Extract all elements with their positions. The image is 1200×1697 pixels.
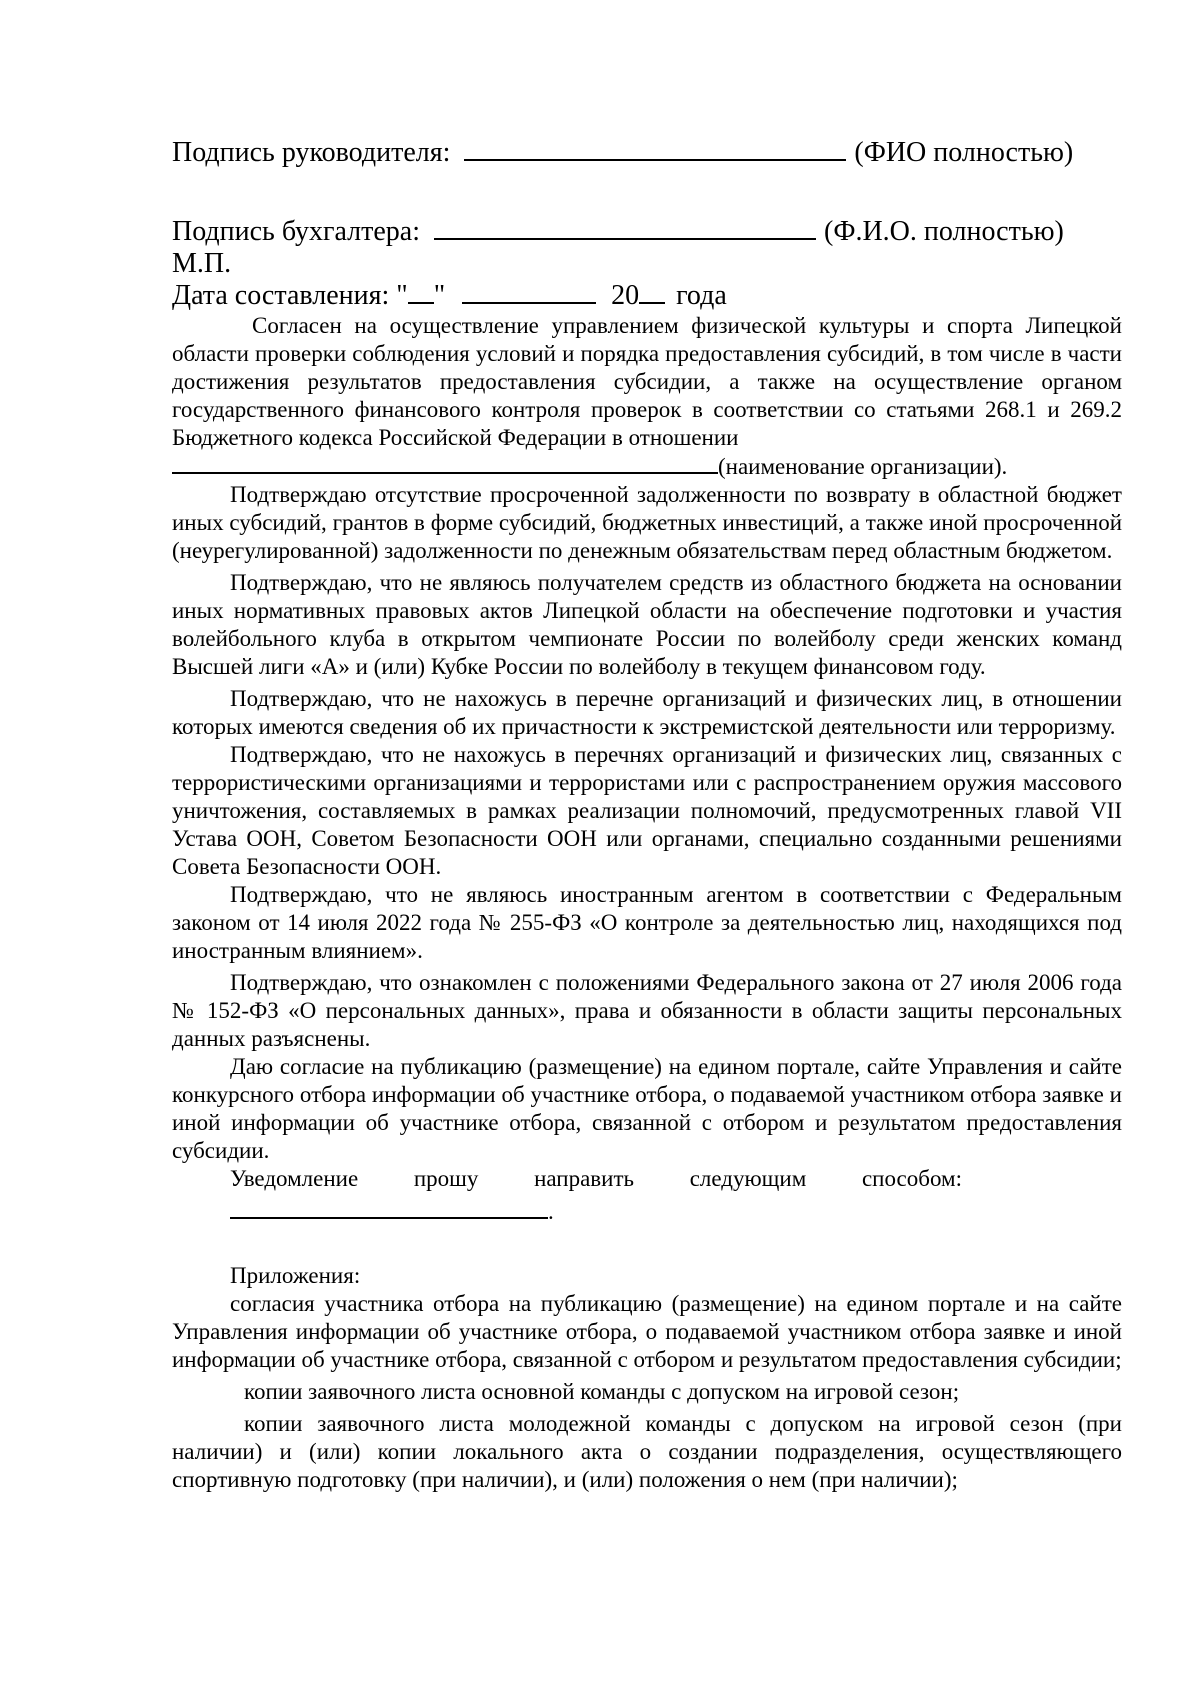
attachment-2: копии заявочного листа основной команды с допуском на игровой сезон;: [244, 1379, 960, 1404]
date-year-field[interactable]: [639, 278, 665, 304]
accountant-signature-label: Подпись бухгалтера:: [172, 216, 421, 247]
date-year-suffix: года: [676, 280, 727, 311]
accountant-signature-hint: (Ф.И.О. полностью): [824, 216, 1064, 247]
consent-paragraph-1: Согласен на осуществление управлением физической культуры и спорта Липецкой области проверки соблюдения условий и порядка предоставления субсидий, в том числе в части достижения результатов предоставления субсидии, а также на осуществление органом государственного финансового контроля проверок в соответствии со статьями 268.1 и 269.2 Бюджетного кодекса Российской Федерации в отношении: [172, 313, 1122, 450]
confirmation-personal-data: Подтверждаю, что ознакомлен с положениями Федерального закона от 27 июля 2006 года № 152-ФЗ «О персональных данных», права и обязанности в области защиты персональных данных разъяснены.: [172, 970, 1122, 1051]
organization-hint: (наименование организации).: [718, 454, 1008, 479]
confirmation-debt: Подтверждаю отсутствие просроченной задолженности по возврату в областной бюджет иных субсидий, грантов в форме субсидий, бюджетных инвестиций, а также иной просроченной (неурегулированной) задолженности по денежным обязательствам перед областным бюджетом.: [172, 482, 1122, 563]
accountant-signature-field[interactable]: [434, 214, 816, 240]
head-signature-field[interactable]: [464, 135, 846, 161]
notification-method-line: [172, 1165, 1122, 1193]
date-day-field[interactable]: [408, 278, 434, 304]
notify-word-2: прошу: [413, 1166, 479, 1191]
organization-name-field[interactable]: [172, 452, 718, 474]
consent-section: [172, 312, 1122, 1494]
head-signature-label: Подпись руководителя:: [172, 137, 451, 168]
confirmation-not-terrorist: Подтверждаю, что не нахожусь в перечнях организаций и физических лиц, связанных с террористическими организациями и террористами или с распространением оружия массового уничтожения, составляемых в рамках реализации полномочий, предусмотренных главой VII Устава ООН, Советом Безопасности ООН или органами, специально созданными решениями Совета Безопасности ООН.: [172, 742, 1122, 879]
attachment-3: копии заявочного листа молодежной команды с допуском на игровой сезон (при наличии) и (или) копии локального акта о создании подразделения, осуществляющего спортивную подготовку (при наличии), и (или) положения о нем (при наличии);: [172, 1411, 1122, 1492]
date-label: Дата составления: ": [172, 280, 408, 311]
confirmation-not-foreign-agent: Подтверждаю, что не являюсь иностранным агентом в соответствии с Федеральным законом от 14 июля 2022 года № 255-ФЗ «О контроле за деятельностью лиц, находящихся под иностранным влиянием».: [172, 882, 1122, 963]
attachment-1: согласия участника отбора на публикацию (размещение) на едином портале и на сайте Управления информации об участнике отбора, о подаваемой участником отбора заявке и иной информации об участнике отбора, связанной с отбором и результатом предоставления субсидии;: [172, 1291, 1122, 1372]
notify-word-5: способом:: [861, 1166, 962, 1191]
notification-method-field[interactable]: [230, 1195, 548, 1219]
head-signature-line: [172, 135, 1122, 170]
head-signature-hint: (ФИО полностью): [854, 137, 1074, 168]
notify-word-4: следующим: [689, 1166, 807, 1191]
confirmation-not-recipient: Подтверждаю, что не являюсь получателем средств из областного бюджета на основании иных нормативных правовых актов Липецкой области на обеспечение подготовки и участия волейбольного клуба в открытом чемпионате России по волейболу среди женских команд Высшей лиги «А» и (или) Кубке России по волейболу в текущем финансовом году.: [172, 570, 1122, 679]
notify-word-3: направить: [534, 1166, 635, 1191]
accountant-signature-line: [172, 214, 1122, 249]
date-year-prefix: 20: [611, 280, 640, 311]
organization-line: [172, 452, 1122, 481]
notify-word-1: Уведомление: [230, 1166, 359, 1191]
notify-end: .: [548, 1199, 554, 1224]
date-month-field[interactable]: [462, 278, 596, 304]
date-line: [172, 278, 727, 313]
confirmation-not-extremist: Подтверждаю, что не нахожусь в перечне организаций и физических лиц, в отношении которых имеются сведения об их причастности к экстремистской деятельности или терроризму.: [172, 686, 1122, 739]
attachments-title: Приложения:: [230, 1263, 361, 1288]
stamp-place: М.П.: [172, 248, 232, 279]
consent-publication: Даю согласие на публикацию (размещение) на едином портале, сайте Управления и сайте конкурсного отбора информации об участнике отбора, о подаваемой участником отбора заявке и иной информации об участнике отбора, связанной с отбором и результатом предоставления субсидии.: [172, 1054, 1122, 1163]
notification-method-field-line: [172, 1195, 1122, 1226]
date-day-quote: ": [433, 280, 446, 311]
